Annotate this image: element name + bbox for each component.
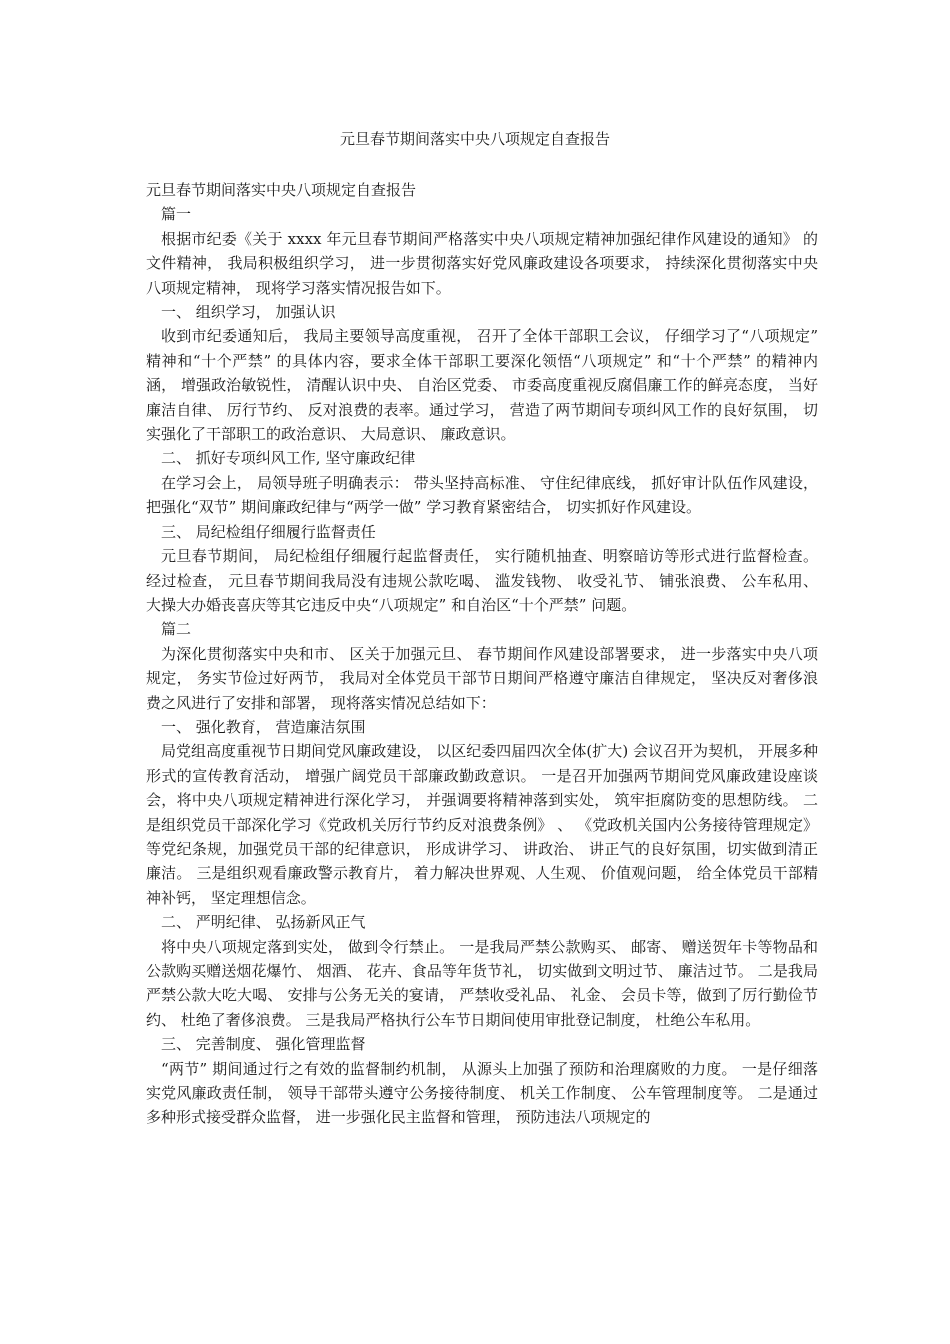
paragraph: 篇一	[161, 205, 192, 224]
paragraph: 三、 局纪检组仔细履行监督责任	[161, 522, 376, 541]
paragraph: 一、 组织学习， 加强认识	[161, 303, 336, 322]
paragraph: 元旦春节期间， 局纪检组仔细履行起监督责任， 实行随机抽查、明察暗访等形式进行监督检查。 经过检查， 元旦春节期间我局没有违规公款吃喝、 滥发钱物、 收受礼节、 铺张浪费、 公车私用、 大操大办婚丧喜庆等其它违反中央“八项规定” 和自治区“十个严禁” 问题。	[146, 547, 818, 614]
paragraph: 根据市纪委《关于 xxxx 年元旦春节期间严格落实中央八项规定精神加强纪律作风建设的通知》 的文件精神， 我局积极组织学习， 进一步贯彻落实好党风廉政建设各项要求， 持续深化贯彻落实中央八项规定精神， 现将学习落实情况报告如下。	[146, 229, 818, 297]
paragraph: 在学习会上， 局领导班子明确表示： 带头坚持高标准、 守住纪律底线， 抓好审计队伍作风建设， 把强化“双节” 期间廉政纪律与“两学一做” 学习教育紧密结合， 切实抓好作风建设。	[146, 473, 818, 517]
paragraph: 二、 严明纪律、 弘扬新风正气	[161, 913, 366, 932]
paragraph: 收到市纪委通知后， 我局主要领导高度重视， 召开了全体干部职工会议， 仔细学习了“八项规定” 精神和“十个严禁” 的具体内容，要求全体干部职工要深化领悟“八项规定” 和“十个严禁” 的精神内涵， 增强政治敏锐性， 清醒认识中央、 自治区党委、 市委高度重视反腐倡廉工作的鲜亮态度， 当好廉洁自律、 厉行节约、 反对浪费的表率。通过学习， 营造了两节期间专项纠风工作的良好氛围， 切实强化了干部职工的政治意识、 大局意识、 廉政意识。	[146, 327, 818, 444]
paragraph: 篇二	[161, 620, 192, 639]
paragraph: 二、 抓好专项纠风工作, 坚守廉政纪律	[161, 449, 416, 468]
paragraph: 一、 强化教育， 营造廉洁氛围	[161, 717, 366, 736]
paragraph: 将中央八项规定落到实处， 做到令行禁止。 一是我局严禁公款购买、 邮寄、 赠送贺年卡等物品和公款购买赠送烟花爆竹、 烟酒、 花卉、食品等年货节礼， 切实做到文明过节、 廉洁过节。 二是我局严禁公款大吃大喝、 安排与公务无关的宴请， 严禁收受礼品、 礼金、 会员卡等，做到了厉行勤俭节约、 杜绝了奢侈浪费。 三是我局严格执行公车节日期间使用审批登记制度， 杜绝公车私用。	[146, 937, 818, 1029]
document-title: 元旦春节期间落实中央八项规定自查报告	[339, 130, 610, 148]
paragraph: 为深化贯彻落实中央和市、 区关于加强元旦、 春节期间作风建设部署要求， 进一步落实中央八项规定， 务实节俭过好两节， 我局对全体党员干部节日期间严格遵守廉洁自律规定， 坚决反对奢侈浪费之风进行了安排和部署， 现将落实情况总结如下：	[146, 644, 818, 712]
paragraph: “两节” 期间通过行之有效的监督制约机制， 从源头上加强了预防和治理腐败的力度。 一是仔细落实党风廉政责任制， 领导干部带头遵守公务接待制度、 机关工作制度、 公车管理制度等。 二是通过多种形式接受群众监督， 进一步强化民主监督和管理， 预防违法八项规定的	[146, 1059, 818, 1127]
paragraph: 局党组高度重视节日期间党风廉政建设， 以区纪委四届四次全体(扩大) 会议召开为契机， 开展多种形式的宣传教育活动， 增强广阔党员干部廉政勤政意识。 一是召开加强两节期间党风廉政建设座谈会，将中央八项规定精神进行深化学习， 并强调要将精神落到实处， 筑牢拒腐防变的思想防线。 二是组织党员干部深化学习《党政机关厉行节约反对浪费条例》 、 《党政机关国内公务接待管理规定》 等党纪条规，加强党员干部的纪律意识， 形成讲学习、 讲政治、 讲正气的良好氛围，切实做到清正廉洁。 三是组织观看廉政警示教育片， 着力解决世界观、人生观、 价值观问题， 给全体党员干部精神补钙， 坚定理想信念。	[146, 742, 818, 907]
document-body	[146, 178, 818, 1130]
paragraph: 元旦春节期间落实中央八项规定自查报告	[146, 181, 417, 199]
paragraph: 三、 完善制度、 强化管理监督	[161, 1035, 366, 1054]
